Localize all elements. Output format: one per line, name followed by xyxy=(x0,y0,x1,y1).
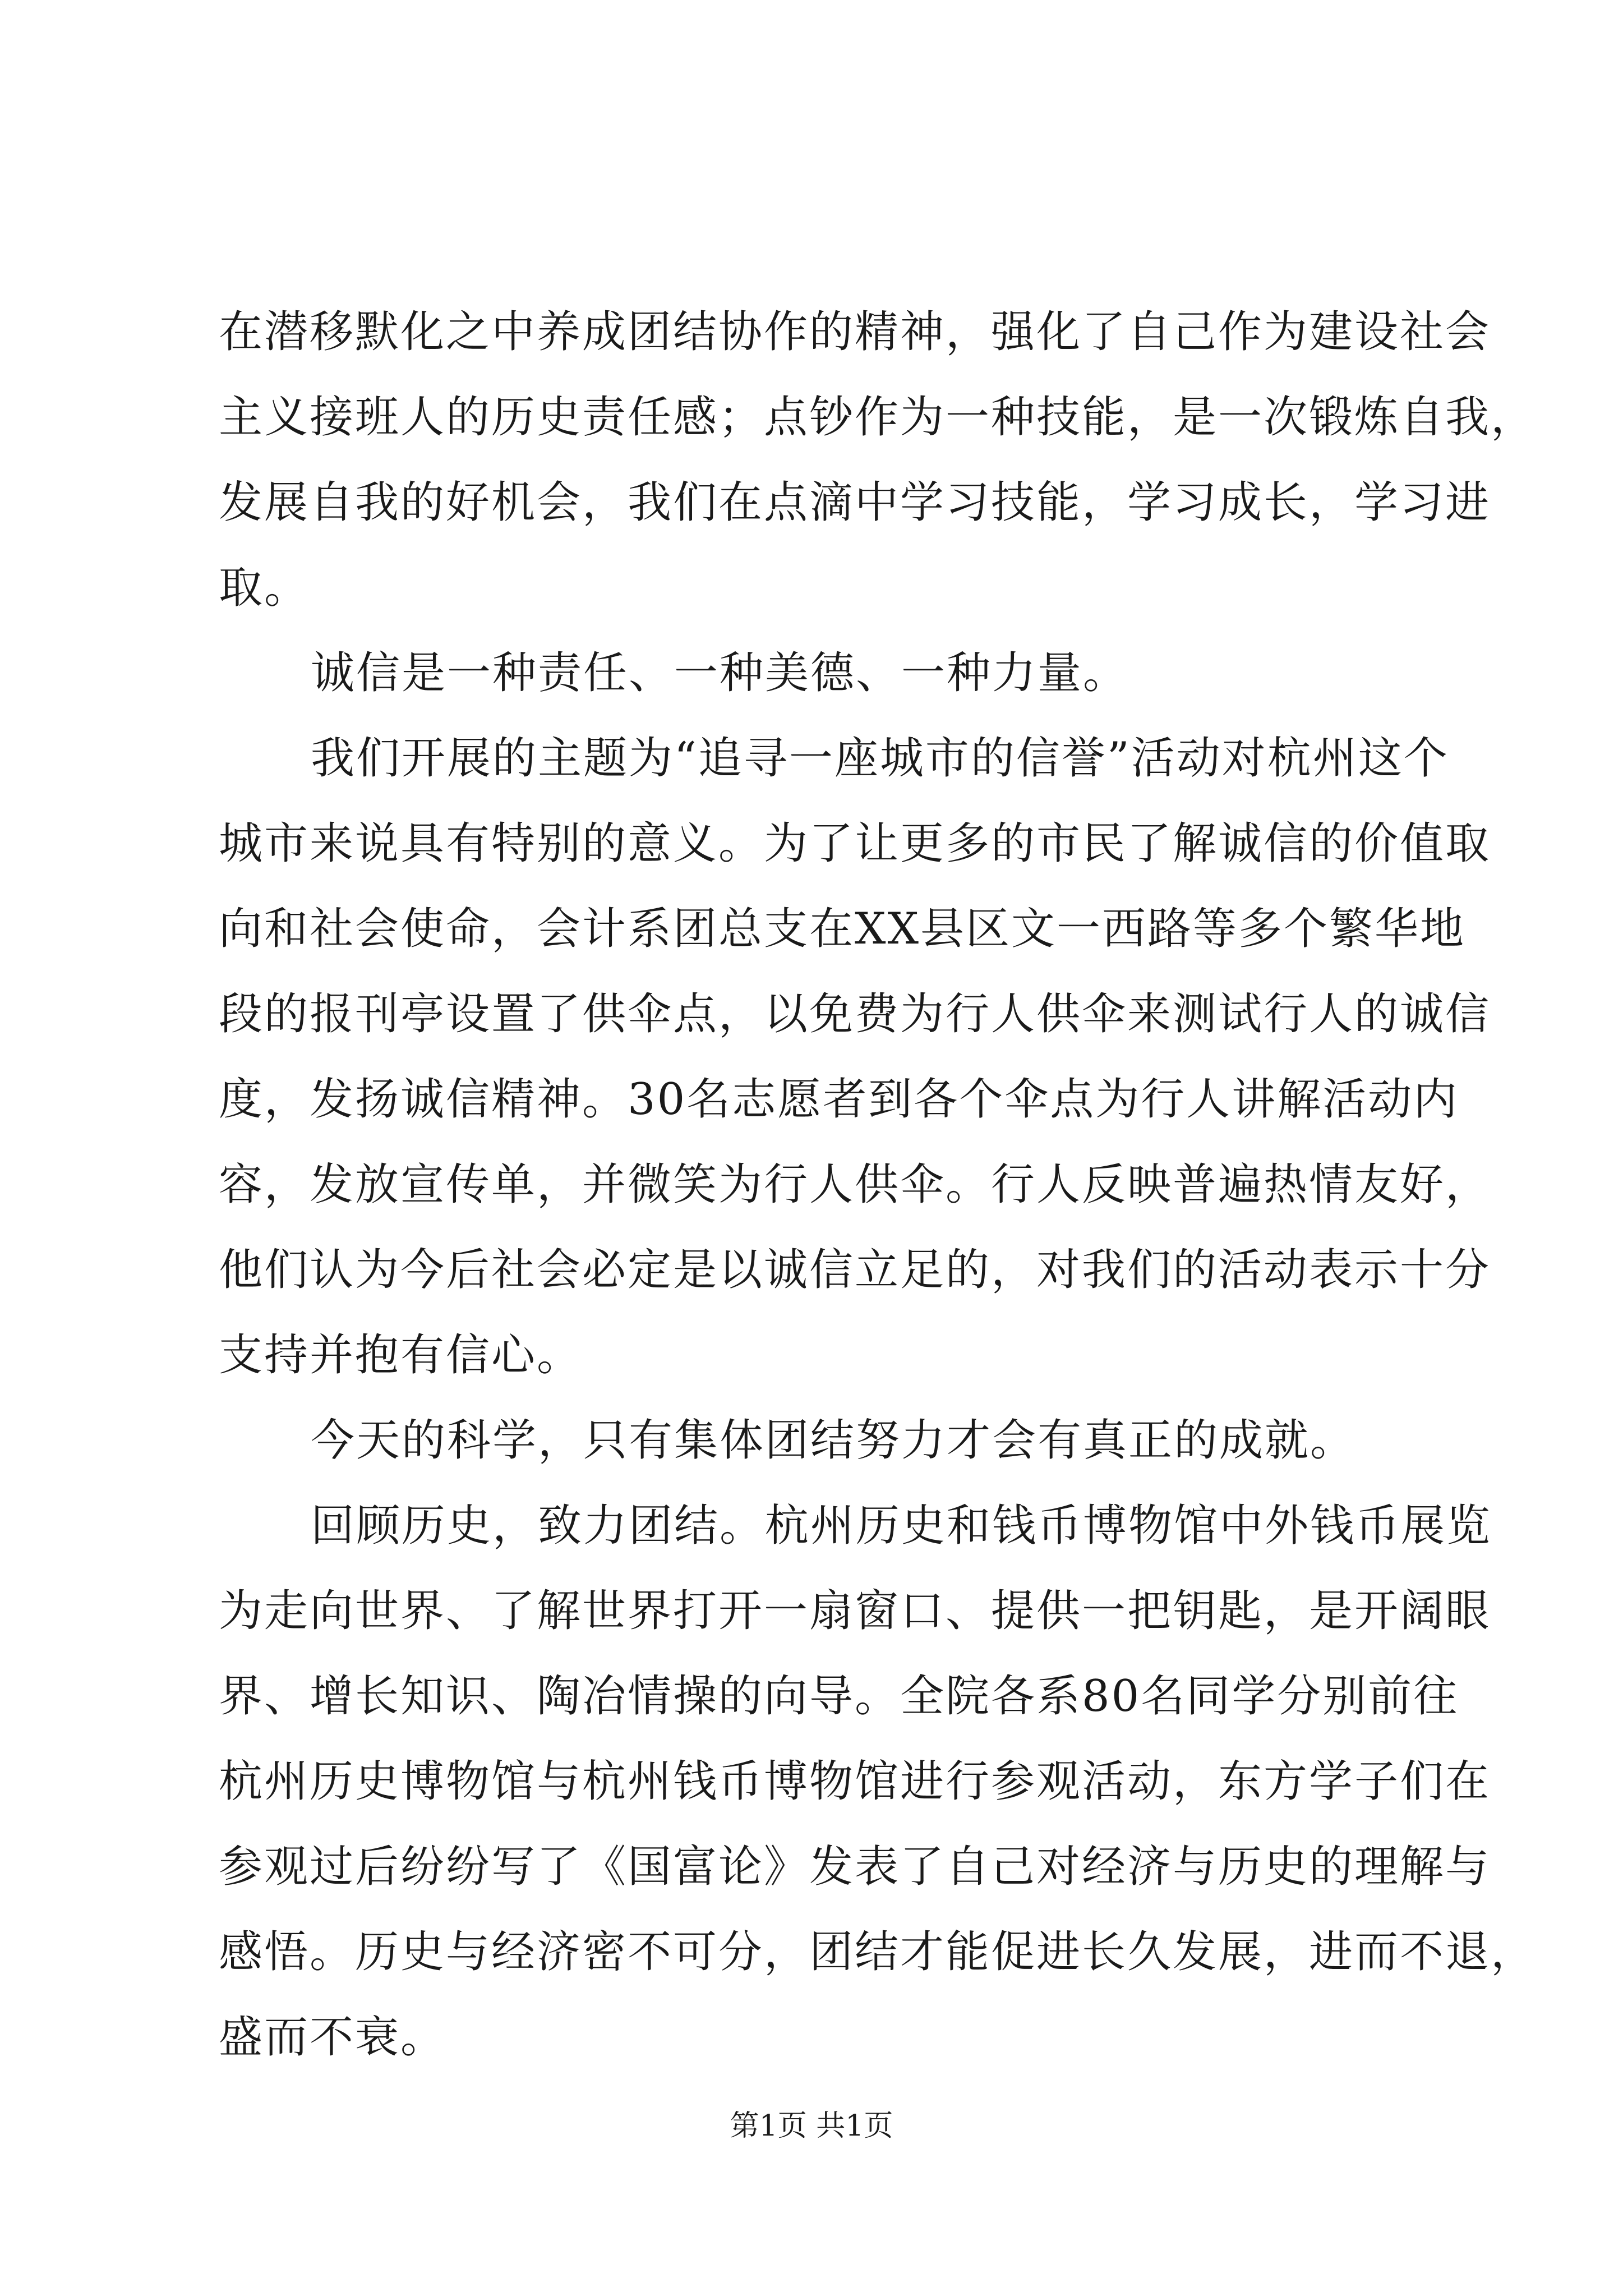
paragraph-first-line: 回顾历史，致力团结。杭州历史和钱币博物馆中外钱币展览 xyxy=(311,1501,1492,1551)
text-line: 城市来说具有特别的意义。为了让更多的市民了解诚信的价值取 xyxy=(219,818,1491,869)
text-line: 盛而不衰。 xyxy=(219,2012,446,2063)
page-number-footer: 第1页 共1页 xyxy=(730,2109,893,2143)
text-line: 度，发扬诚信精神。30名志愿者到各个伞点为行人讲解活动内 xyxy=(219,1074,1459,1125)
text-line: 主义接班人的历史责任感；点钞作为一种技能，是一次锻炼自我， xyxy=(219,392,1537,443)
text-line: 界、增长知识、陶冶情操的向导。全院各系80名同学分别前往 xyxy=(219,1671,1459,1722)
text-line: 他们认为今后社会必定是以诚信立足的，对我们的活动表示十分 xyxy=(219,1245,1491,1295)
text-line: 参观过后纷纷写了《国富论》发表了自己对经济与历史的理解与 xyxy=(219,1842,1491,1892)
paragraph-first-line: 我们开展的主题为“追寻一座城市的信誉”活动对杭州这个 xyxy=(311,733,1449,784)
paragraph-first-line: 今天的科学，只有集体团结努力才会有真正的成就。 xyxy=(311,1415,1356,1466)
document-body xyxy=(219,289,1537,2080)
text-line: 杭州历史博物馆与杭州钱币博物馆进行参观活动，东方学子们在 xyxy=(219,1756,1491,1807)
text-line: 在潜移默化之中养成团结协作的精神，强化了自己作为建设社会 xyxy=(219,307,1491,357)
text-line: 取。 xyxy=(219,563,310,613)
text-line: 为走向世界、了解世界打开一扇窗口、提供一把钥匙，是开阔眼 xyxy=(219,1586,1491,1636)
text-line: 支持并抱有信心。 xyxy=(219,1330,583,1381)
text-line: 感悟。历史与经济密不可分，团结才能促进长久发展，进而不退， xyxy=(219,1927,1537,1977)
text-line: 发展自我的好机会，我们在点滴中学习技能，学习成长，学习进 xyxy=(219,477,1491,528)
text-line: 向和社会使命，会计系团总支在XX县区文一西路等多个繁华地 xyxy=(219,904,1466,954)
paragraph-first-line: 诚信是一种责任、一种美德、一种力量。 xyxy=(311,648,1129,698)
text-line: 容，发放宣传单，并微笑为行人供伞。行人反映普遍热情友好， xyxy=(219,1159,1491,1210)
text-line: 段的报刊亭设置了供伞点，以免费为行人供伞来测试行人的诚信 xyxy=(219,989,1491,1039)
